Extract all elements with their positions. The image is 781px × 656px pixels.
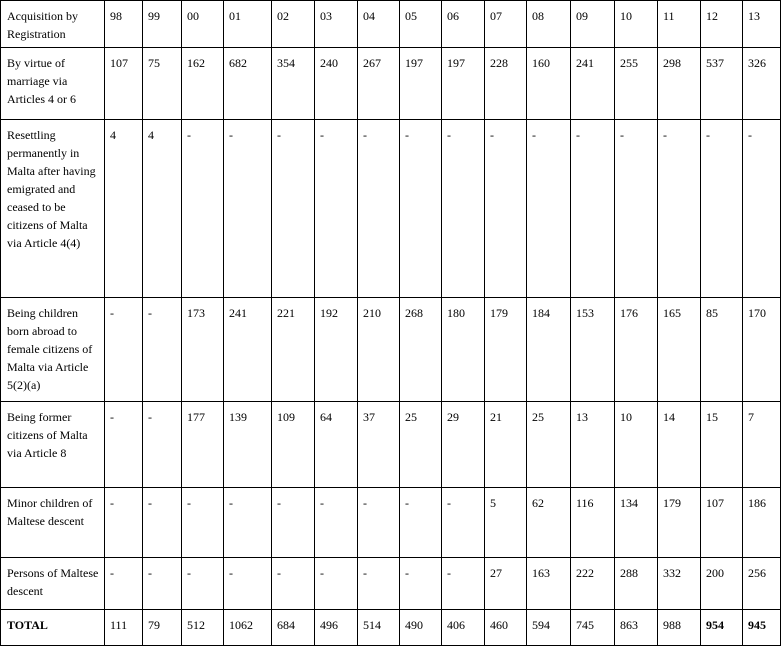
table-cell: - <box>442 488 485 558</box>
table-cell: 165 <box>658 298 701 402</box>
table-cell: 326 <box>743 48 781 120</box>
table-cell: - <box>143 558 182 610</box>
table-cell: - <box>571 120 615 298</box>
table-row <box>1 402 781 488</box>
table-row <box>1 558 781 610</box>
row-label: Persons of Maltese descent <box>1 558 105 610</box>
total-cell: 988 <box>658 610 701 646</box>
table-cell: - <box>442 558 485 610</box>
table-cell: 64 <box>315 402 358 488</box>
table-cell: 179 <box>658 488 701 558</box>
table-cell: 13 <box>743 1 781 48</box>
table-cell: - <box>224 488 272 558</box>
row-label: Being former citizens of Malta via Article 8 <box>1 402 105 488</box>
table-cell: - <box>615 120 658 298</box>
table-row <box>1 298 781 402</box>
table-cell: 354 <box>272 48 315 120</box>
table-cell: 682 <box>224 48 272 120</box>
table-cell: - <box>105 298 143 402</box>
table-cell: 176 <box>615 298 658 402</box>
table-cell: - <box>442 120 485 298</box>
table-cell: - <box>358 558 400 610</box>
table-cell: 98 <box>105 1 143 48</box>
table-cell: 180 <box>442 298 485 402</box>
table-cell: 09 <box>571 1 615 48</box>
table-cell: 268 <box>400 298 442 402</box>
table-cell: 170 <box>743 298 781 402</box>
row-label: Minor children of Maltese descent <box>1 488 105 558</box>
table-cell: - <box>485 120 527 298</box>
table-cell: - <box>315 488 358 558</box>
total-cell: 111 <box>105 610 143 646</box>
table-cell: 179 <box>485 298 527 402</box>
total-cell: 496 <box>315 610 358 646</box>
table-cell: 21 <box>485 402 527 488</box>
table-cell: 332 <box>658 558 701 610</box>
table-cell: 75 <box>143 48 182 120</box>
table-cell: 153 <box>571 298 615 402</box>
table-cell: 241 <box>571 48 615 120</box>
table-cell: - <box>701 120 743 298</box>
table-cell: 15 <box>701 402 743 488</box>
table-cell: 10 <box>615 1 658 48</box>
table-cell: 109 <box>272 402 315 488</box>
table-cell: 197 <box>442 48 485 120</box>
table-cell: 02 <box>272 1 315 48</box>
table-cell: - <box>658 120 701 298</box>
table-cell: 186 <box>743 488 781 558</box>
table-cell: 163 <box>527 558 571 610</box>
table-cell: - <box>143 402 182 488</box>
table-cell: - <box>400 120 442 298</box>
table-cell: 160 <box>527 48 571 120</box>
total-cell: 954 <box>701 610 743 646</box>
table-cell: 14 <box>658 402 701 488</box>
table-cell: 25 <box>400 402 442 488</box>
table-cell: 37 <box>358 402 400 488</box>
table-cell: 184 <box>527 298 571 402</box>
table-cell: 173 <box>182 298 224 402</box>
row-label: Being children born abroad to female citizens of Malta via Article 5(2)(a) <box>1 298 105 402</box>
total-cell: 460 <box>485 610 527 646</box>
row-label: By virtue of marriage via Articles 4 or 6 <box>1 48 105 120</box>
table-cell: 29 <box>442 402 485 488</box>
table-cell: - <box>272 488 315 558</box>
total-cell: 514 <box>358 610 400 646</box>
table-cell: - <box>182 488 224 558</box>
table-cell: 221 <box>272 298 315 402</box>
total-cell: 512 <box>182 610 224 646</box>
table-cell: 288 <box>615 558 658 610</box>
table-row <box>1 488 781 558</box>
table-cell: - <box>400 488 442 558</box>
table-cell: 267 <box>358 48 400 120</box>
table-cell: - <box>182 120 224 298</box>
table-cell: 7 <box>743 402 781 488</box>
table-cell: - <box>143 488 182 558</box>
table-cell: - <box>105 402 143 488</box>
table-cell: 162 <box>182 48 224 120</box>
table-cell: - <box>182 558 224 610</box>
header-row <box>1 1 781 48</box>
table-cell: 99 <box>143 1 182 48</box>
table-cell: 01 <box>224 1 272 48</box>
total-cell: 79 <box>143 610 182 646</box>
total-cell: 490 <box>400 610 442 646</box>
total-cell: 594 <box>527 610 571 646</box>
table-cell: 241 <box>224 298 272 402</box>
table-cell: 107 <box>701 488 743 558</box>
table-cell: 177 <box>182 402 224 488</box>
table-cell: 10 <box>615 402 658 488</box>
table-cell: 05 <box>400 1 442 48</box>
table-cell: - <box>105 558 143 610</box>
table-cell: 85 <box>701 298 743 402</box>
table-cell: 197 <box>400 48 442 120</box>
table-cell: 5 <box>485 488 527 558</box>
table-cell: - <box>105 488 143 558</box>
table-cell: 200 <box>701 558 743 610</box>
table-cell: 00 <box>182 1 224 48</box>
row-label: Acquisition by Registration <box>1 1 105 48</box>
table-cell: 134 <box>615 488 658 558</box>
table-cell: - <box>272 120 315 298</box>
table-row <box>1 48 781 120</box>
table-cell: 08 <box>527 1 571 48</box>
table-cell: 116 <box>571 488 615 558</box>
total-cell: 1062 <box>224 610 272 646</box>
row-label: Resettling permanently in Malta after having emigrated and ceased to be citizens of Malta via Article 4(4) <box>1 120 105 298</box>
table-cell: 298 <box>658 48 701 120</box>
table-cell: 4 <box>143 120 182 298</box>
table-cell: 13 <box>571 402 615 488</box>
table-cell: 256 <box>743 558 781 610</box>
table-cell: 62 <box>527 488 571 558</box>
table-cell: 06 <box>442 1 485 48</box>
table-cell: - <box>358 120 400 298</box>
table-cell: - <box>315 558 358 610</box>
table-cell: 192 <box>315 298 358 402</box>
table-cell: 222 <box>571 558 615 610</box>
table-cell: 03 <box>315 1 358 48</box>
table-cell: - <box>358 488 400 558</box>
table-cell: 139 <box>224 402 272 488</box>
table-cell: 107 <box>105 48 143 120</box>
table-cell: - <box>400 558 442 610</box>
table-cell: - <box>527 120 571 298</box>
table-cell: 25 <box>527 402 571 488</box>
table-cell: 537 <box>701 48 743 120</box>
total-cell: 684 <box>272 610 315 646</box>
table-cell: 07 <box>485 1 527 48</box>
total-cell: 745 <box>571 610 615 646</box>
table-cell: 27 <box>485 558 527 610</box>
table-cell: - <box>743 120 781 298</box>
table-cell: 04 <box>358 1 400 48</box>
table-cell: 4 <box>105 120 143 298</box>
total-cell: 406 <box>442 610 485 646</box>
table-cell: 240 <box>315 48 358 120</box>
row-label: TOTAL <box>1 610 105 646</box>
table-cell: - <box>272 558 315 610</box>
table-cell: - <box>315 120 358 298</box>
table-cell: - <box>224 120 272 298</box>
table-cell: 11 <box>658 1 701 48</box>
table-row <box>1 120 781 298</box>
table-cell: 255 <box>615 48 658 120</box>
total-row <box>1 610 781 646</box>
table-cell: - <box>143 298 182 402</box>
total-cell: 863 <box>615 610 658 646</box>
table-cell: 210 <box>358 298 400 402</box>
table-cell: 228 <box>485 48 527 120</box>
total-cell: 945 <box>743 610 781 646</box>
table-cell: - <box>224 558 272 610</box>
table-cell: 12 <box>701 1 743 48</box>
